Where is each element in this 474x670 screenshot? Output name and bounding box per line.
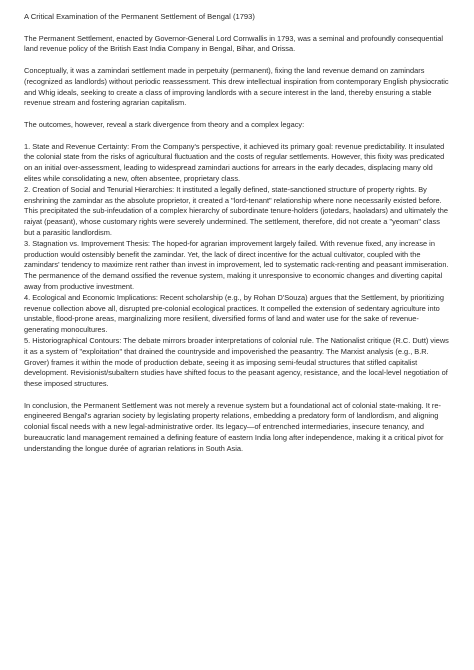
conclusion-paragraph: In conclusion, the Permanent Settlement was not merely a revenue system but a foundational act of colonial state-making. It re-engineered Bengal's agrarian society by legislating property relations, embedding a predatory form of landlordism, and aligning colonial fiscal needs with a new legal-administrative order. Its legacy—of entrenched intermediaries, insecure tenancy, and bureaucratic land management remained a defining feature of eastern India long after independence, making it a critical pivot for understanding the longue durée of agrarian relations in South Asia. xyxy=(24,400,444,453)
list-item: 2. Creation of Social and Tenurial Hierarchies: It instituted a legally defined, state-sanctioned structure of property rights. By enshrining the zamindar as the absolute proprietor, it created a "lord-tenant" relationship where none necessarily existed before. This precipitated the sub-infeudation of a complex hierarchy of subordinate tenure-holders (jotedars, haoladars) and ultimately the raiyat (peasant), whose customary rights were severely undermined. The settlement, therefore, did not create a "yeoman" class but a parasitic landlordism. xyxy=(24,184,448,237)
list-item: 3. Stagnation vs. Improvement Thesis: The hoped-for agrarian improvement largely failed. With revenue fixed, any increase in production would ostensibly benefit the zamindar. Yet, the lack of direct incentive for the actual cultivator, coupled with the zamindars' tendency to maximize rent rather than invest in improvement, led to systematic rack-renting and peasant immiseration. The permanence of the demand ossified the revenue system, making it unresponsive to economic changes and diverting capital away from productive investment. xyxy=(24,238,449,291)
document-page xyxy=(24,12,452,465)
list-item: 1. State and Revenue Certainty: From the Company's perspective, it achieved its primary goal: revenue predictability. It insulated the colonial state from the risks of agricultural fluctuation and the costs of regular settlements. However, this fixity was predicated on an initial over-assessment, leading to widespread zamindari auctions for arrears in the early decades, displacing many old elites while consolidating a new, often absentee, proprietary class. xyxy=(24,141,445,183)
intro-paragraph: The Permanent Settlement, enacted by Governor-General Lord Cornwallis in 1793, was a seminal and profoundly consequential land revenue policy of the British East India Company in Bengal, Bihar, and Orissa. xyxy=(24,33,444,54)
document-title: A Critical Examination of the Permanent Settlement of Bengal (1793) xyxy=(24,12,255,21)
list-item: 5. Historiographical Contours: The debate mirrors broader interpretations of colonial rule. The Nationalist critique (R.C. Dutt) views it as a system of "exploitation" that drained the countryside and impoverished the peasantry. The Marxist analysis (e.g., B.R. Grover) frames it within the mode of production debate, seeing it as imposing semi-feudal structures that stifled capitalist development. Revisionist/subaltern studies have shifted focus to the peasant agency, resistance, and the local-level negotiation of these imposed structures. xyxy=(24,335,449,389)
outcomes-list xyxy=(24,142,452,390)
outcomes-lead-paragraph: The outcomes, however, reveal a stark divergence from theory and a complex legacy: xyxy=(24,119,305,129)
list-item: 4. Ecological and Economic Implications: Recent scholarship (e.g., by Rohan D'Souza) argues that the Settlement, by prioritizing revenue collection above all, disrupted pre-colonial ecological practices. It compelled the extension of sedentary agriculture into unstable, flood-prone areas, marginalizing more resilient, diversified forms of land and water use for the sake of revenue-generating monocultures. xyxy=(24,292,445,335)
concept-paragraph: Conceptually, it was a zamindari settlement made in perpetuity (permanent), fixing the land revenue demand on zamindars (recognized as landlords) without periodic reassessment. This drew intellectual inspiration from contemporary English physiocratic and Whig ideals, seeking to create a class of improving landlords with a secure interest in the land, thereby ensuring a stable revenue stream and fostering agrarian capitalism. xyxy=(24,65,449,108)
